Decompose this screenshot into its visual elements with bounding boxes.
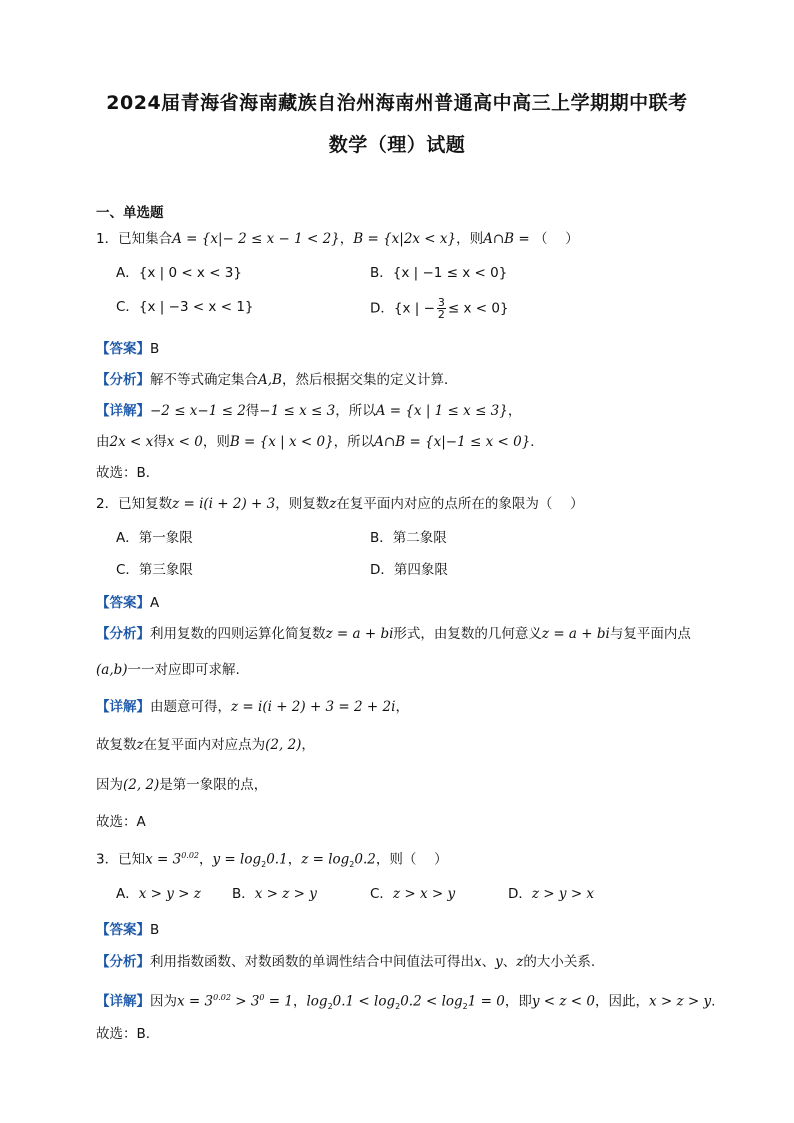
q2-detail-line-1: 【详解】由题意可得，z = i(i + 2) + 3 = 2 + 2i，	[96, 699, 409, 715]
q2-option-d: D．第四象限	[370, 562, 448, 578]
question-3: 3．已知$x = 3^{0.02}$，$y = \log_20.1$，$z = \log_20.2$，则（ ）	[96, 851, 448, 870]
question-2: 2．已知复数z = i(i + 2) + 3，则复数z在复平面内对应的点所在的象限为（ ）	[96, 496, 584, 512]
q3-detail: 【详解】因为$x = 3^{0.02} > 3^0 = 1$，$\log_20.1 < \log_20.2 < \log_21 = 0$，即y < z < 0，因此，x > z > y.	[96, 993, 716, 1012]
q3-choice: 故选：B.	[96, 1026, 151, 1042]
q2-choice: 故选：A	[96, 814, 146, 830]
q2-detail-line-3: 因为(2, 2)是第一象限的点，	[96, 777, 268, 793]
q3-answer: 【答案】B	[96, 922, 160, 938]
q3-option-d: D．z > y > x	[508, 886, 595, 902]
q2-option-c: C．第三象限	[116, 562, 193, 578]
q1-detail-line-2: 由2x < x得x < 0，则B = {x | x < 0}，所以A∩B = {x|−1 ≤ x < 0}．	[96, 434, 544, 450]
fraction: $\frac{3}{2}$	[437, 296, 445, 321]
q1-option-a: A．{x | 0 < x < 3}	[116, 265, 242, 281]
q1-analysis: 【分析】解不等式确定集合A,B，然后根据交集的定义计算．	[96, 372, 458, 388]
q1-detail-line-1: 【详解】−2 ≤ x−1 ≤ 2得−1 ≤ x ≤ 3，所以A = {x | 1 ≤ x ≤ 3}，	[96, 403, 522, 419]
q1-option-b: B．{x | −1 ≤ x < 0}	[370, 265, 508, 281]
q3-option-b: B．x > z > y	[232, 886, 317, 902]
q2-answer: 【答案】A	[96, 595, 160, 611]
q1-option-d: D．{x | − $\frac{3}{2}$ ≤ x < 0}	[370, 296, 509, 321]
q2-option-b: B．第二象限	[370, 530, 447, 546]
q2-option-a: A．第一象限	[116, 530, 193, 546]
q1-answer: 【答案】B	[96, 341, 160, 357]
section-heading: 一、单选题	[96, 205, 164, 221]
q2-analysis-line-2: (a,b)一一对应即可求解.	[96, 662, 240, 678]
q2-detail-line-2: 故复数z在复平面内对应点为(2, 2)，	[96, 737, 315, 753]
q1-choice: 故选：B．	[96, 465, 160, 481]
q1-option-c: C．{x | −3 < x < 1}	[116, 299, 254, 315]
exam-subtitle: 数学（理）试题	[328, 134, 466, 156]
question-1: 1．已知集合A = {x|− 2 ≤ x − 1 < 2}，B = {x|2x < x}，则A∩B = （ ）	[96, 231, 579, 247]
q2-analysis-line-1: 【分析】利用复数的四则运算化简复数z = a + bi形式，由复数的几何意义z = a + bi与复平面内点	[96, 626, 691, 642]
q3-analysis: 【分析】利用指数函数、对数函数的单调性结合中间值法可得出x、y、z的大小关系.	[96, 954, 596, 970]
q3-option-a: A．x > y > z	[116, 886, 201, 902]
q3-option-c: C．z > x > y	[370, 886, 456, 902]
exam-title: 2024届青海省海南藏族自治州海南州普通高中高三上学期期中联考	[106, 92, 688, 114]
